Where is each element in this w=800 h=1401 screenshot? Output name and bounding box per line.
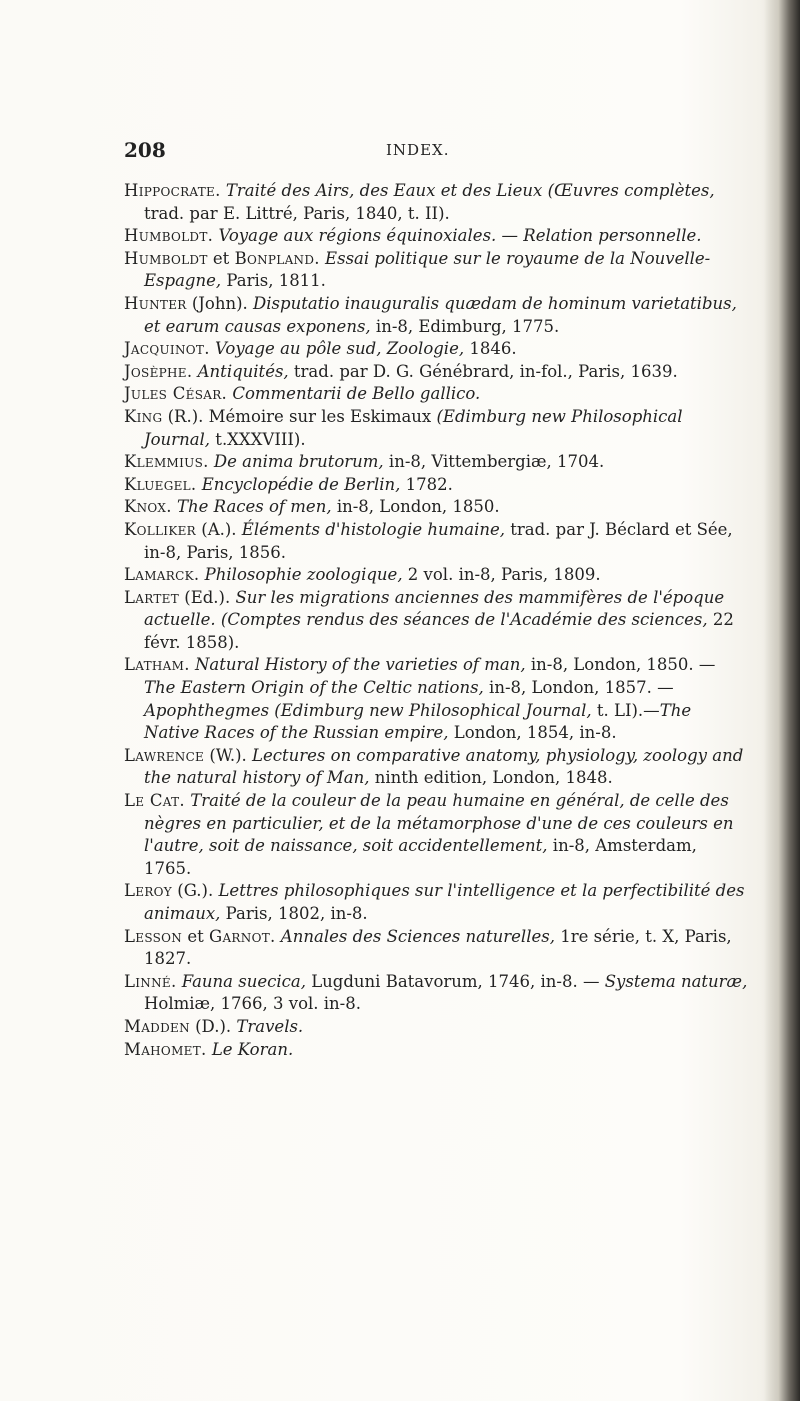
entry-title: The Races of men, (177, 497, 332, 517)
entry-details: 1846. (464, 339, 517, 359)
entry-details: in-8, London, 1850. (331, 497, 500, 517)
entry-text: (R.). Mémoire sur les Eskimaux (162, 406, 437, 426)
entry-text: (W.). (204, 745, 253, 765)
index-entry (124, 451, 748, 474)
entry-title: De anima brutorum, (213, 452, 384, 472)
entry-title: Voyage aux régions équinoxiales. — Relation personnelle. (218, 226, 702, 246)
entry-author: Leroy (124, 881, 173, 901)
entry-author: Knox. (124, 497, 172, 517)
entry-title: Lectures on comparative anatomy, physiology, zoology and the natural history of Man, (144, 745, 744, 788)
entry-title: Le Koran. (211, 1039, 294, 1059)
entry-title: Encyclopédie de Berlin, (201, 474, 401, 494)
entry-details: 2 vol. in-8, Paris, 1809. (402, 565, 601, 585)
entry-details: ninth edition, London, 1848. (369, 768, 613, 788)
entry-details: trad. par D. G. Génébrard, in-fol., Paris, 1639. (288, 361, 678, 381)
index-entry (124, 293, 748, 338)
index-entry (124, 1016, 748, 1039)
page-number: 208 (124, 138, 166, 162)
entry-author: Mahomet. (124, 1039, 207, 1059)
entry-details: London, 1854, in-8. (448, 723, 617, 743)
entry-details: Holmiæ, 1766, 3 vol. in-8. (144, 994, 361, 1014)
entry-details: in-8, Vittembergiæ, 1704. (383, 452, 605, 472)
entry-title: Travels. (236, 1016, 304, 1036)
index-entry (124, 496, 748, 519)
entry-author: Garnot. (208, 926, 276, 946)
entry-author: Josèphe. (124, 361, 193, 381)
entry-text: (John). (186, 293, 254, 313)
entry-author: Kolliker (124, 519, 197, 539)
index-entry (124, 338, 748, 361)
entry-title: Lettres philosophiques sur l'intelligence et la perfectibilité des animaux, (144, 881, 745, 923)
entry-details: Paris, 1802, in-8. (220, 904, 368, 923)
entry-text: (D.). (189, 1016, 237, 1036)
entry-details: t.XXXVIII). (210, 429, 306, 449)
index-entry (124, 790, 748, 880)
entry-details: in-8, Amsterdam, 1765. (144, 836, 697, 878)
entry-details: 1re série, t. X, Paris, 1827. (144, 926, 732, 969)
entry-title: Traité de la couleur de la peau humaine en général, de celle des nègres en particulier, et de la métamorphose d'une de ces couleurs en l'autre, soit de naissance, soit accidentellement, (144, 791, 734, 856)
entry-title: Disputatio inauguralis quædam de hominum varietatibus, et earum causas exponens, (144, 293, 737, 336)
entry-details: t. LI).— (591, 700, 660, 720)
entry-author: Lawrence (124, 745, 205, 765)
index-entry (124, 587, 748, 655)
entry-title: Essai politique sur le royaume de la Nouvelle-Espagne, (144, 248, 711, 291)
index-entry (124, 745, 748, 790)
entry-author: Humboldt. (124, 226, 214, 246)
entry-title: Annales des Sciences naturelles, (275, 926, 555, 946)
entry-author: Klemmius. (124, 452, 209, 472)
entry-details: Lugduni Batavorum, 1746, in-8. — (305, 971, 605, 991)
entry-title: Fauna suecica, (181, 971, 306, 991)
entry-author: Lesson (124, 926, 183, 946)
entry-author: Jacquinot. (124, 339, 210, 359)
entry-author: Lartet (124, 587, 180, 607)
entry-author: Kluegel. (124, 474, 197, 494)
entry-details: trad. par E. Littré, Paris, 1840, t. II). (144, 203, 450, 223)
index-entry (124, 564, 748, 587)
entry-title: Éléments d'histologie humaine, (241, 519, 506, 539)
entry-author: Hunter (124, 293, 187, 313)
entry-text: (G.). (172, 881, 219, 901)
entry-title: Traité des Airs, des Eaux et des Lieux (Œuvres complètes, (225, 181, 715, 200)
entry-text: (A.). (196, 519, 242, 539)
entry-text: (Ed.). (179, 587, 236, 607)
entry-author: Lamarck. (124, 565, 200, 585)
entry-author: Humboldt (124, 248, 208, 268)
book-edge-shadow (764, 0, 800, 1401)
running-title: INDEX. (386, 141, 450, 159)
entry-details: in-8, London, 1850. — (525, 655, 716, 675)
entry-details: 22 févr. 1858). (144, 610, 734, 652)
entry-author: Le Cat. (124, 791, 185, 811)
entry-title: Apophthegmes (Edimburg new Philosophical Journal, (144, 700, 592, 720)
entry-text: et (207, 248, 235, 268)
entry-title: (Edimburg new Philosophical Journal, (144, 406, 683, 449)
entry-text: et (182, 926, 209, 946)
entry-details: in-8, Edimburg, 1775. (370, 316, 560, 336)
entry-details: in-8, London, 1857. — (483, 678, 674, 698)
entry-author: Madden (124, 1016, 190, 1036)
entry-author: Latham. (124, 655, 190, 675)
entry-title: Philosophie zoologique, (204, 565, 403, 585)
entry-title: Natural History of the varieties of man, (194, 655, 526, 675)
entry-title: Voyage au pôle sud, Zoologie, (215, 339, 465, 359)
index-entry (124, 180, 748, 225)
entry-author: King (124, 406, 163, 426)
entry-title: The Native Races of the Russian empire, (144, 700, 692, 743)
index-entry (124, 519, 748, 564)
entry-title: Antiquités, (197, 361, 289, 381)
entry-author: Jules César. (124, 384, 228, 404)
index-entry (124, 971, 748, 1016)
entry-details: 1782. (400, 474, 453, 494)
index-entry (124, 361, 748, 384)
entry-title: Systema naturæ, (604, 971, 748, 991)
page-header (124, 138, 744, 166)
index-entry (124, 654, 748, 744)
index-entry (124, 383, 748, 406)
entry-details: Paris, 1811. (221, 271, 326, 291)
index-entries (124, 180, 748, 1061)
index-entry (124, 880, 748, 925)
entry-author: Bonpland. (234, 248, 320, 268)
index-entry (124, 225, 748, 248)
index-entry (124, 406, 748, 451)
entry-details: trad. par J. Béclard et Sée, in-8, Paris, 1856. (144, 519, 733, 562)
entry-title: The Eastern Origin of the Celtic nations, (144, 678, 484, 698)
entry-title: Sur les migrations anciennes des mammifères de l'époque actuelle. (Comptes rendus des séances de l'Académie des sciences, (144, 587, 725, 630)
entry-author: Linné. (124, 971, 177, 991)
index-entry (124, 1039, 748, 1062)
entry-author: Hippocrate. (124, 181, 221, 200)
index-entry (124, 248, 748, 293)
index-entry (124, 474, 748, 497)
index-entry (124, 926, 748, 971)
entry-title: Commentarii de Bello gallico. (232, 384, 481, 404)
